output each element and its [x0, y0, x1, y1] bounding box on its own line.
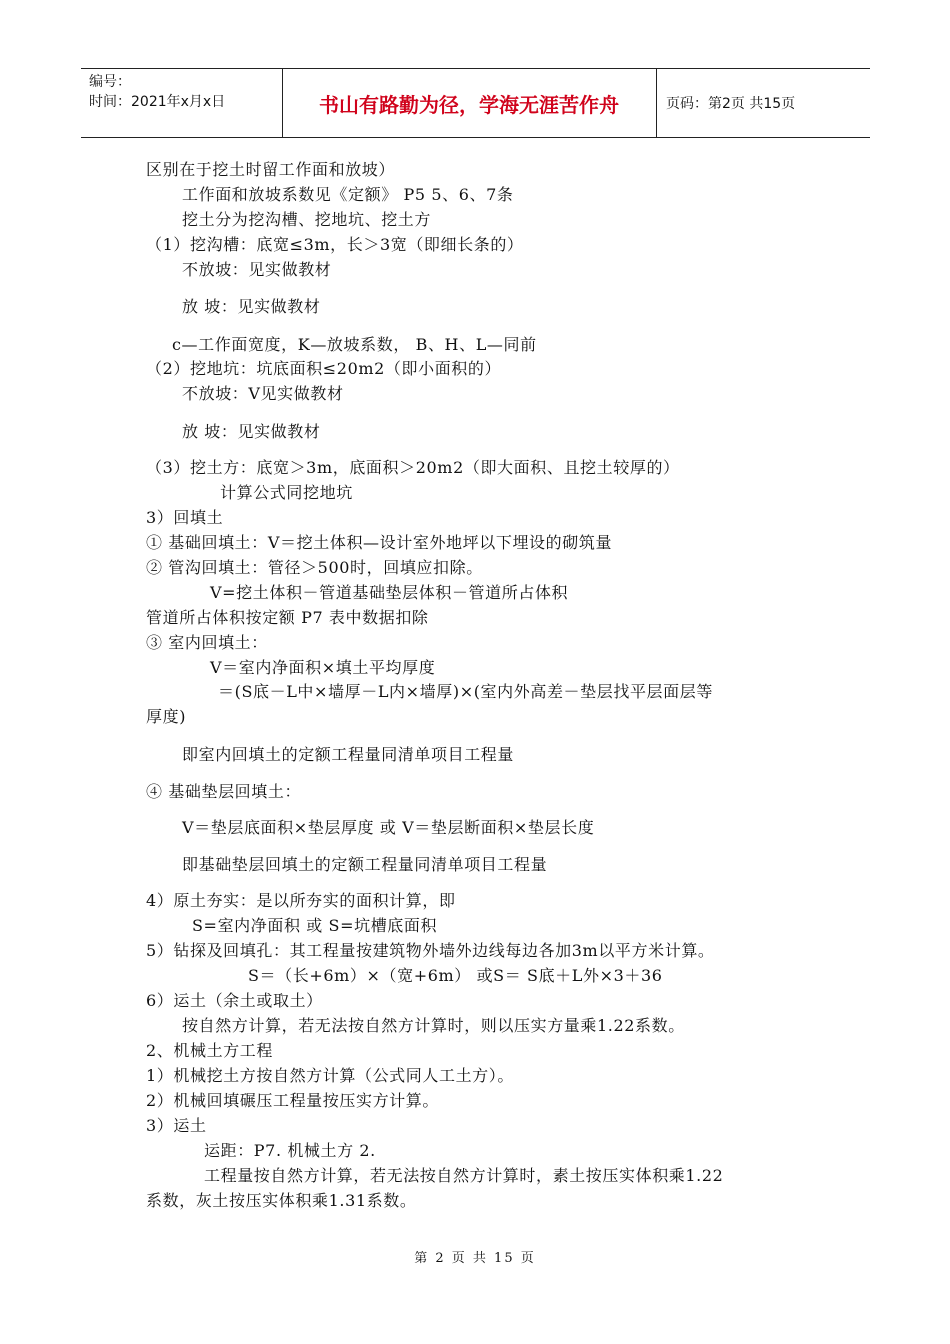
body-line: 6）运土（余土或取土） [146, 991, 323, 1010]
body-line: 放 坡：见实做教材 [182, 422, 321, 441]
body-line: S＝（长+6m）×（宽+6m） 或S＝ S底＋L外×3＋36 [248, 966, 663, 985]
body-line: 运距：P7. 机械土方 2. [204, 1141, 376, 1160]
body-line: （2）挖地坑：坑底面积≤20m2（即小面积的） [146, 359, 502, 378]
body-line: 厚度) [146, 707, 187, 726]
body-line: ② 管沟回填土：管径＞500时，回填应扣除。 [146, 558, 483, 577]
body-line: 挖土分为挖沟槽、挖地坑、挖土方 [182, 210, 432, 229]
body-line: ＝(S底－L中×墙厚－L内×墙厚)×(室内外高差－垫层找平层面层等 [218, 682, 713, 701]
body-line: V＝垫层底面积×垫层厚度 或 V＝垫层断面积×垫层长度 [182, 818, 595, 837]
header-motto: 书山有路勤为径，学海无涯苦作舟 [282, 69, 657, 137]
body-line: 区别在于挖土时留工作面和放坡） [146, 160, 396, 179]
body-line: ④ 基础垫层回填土： [146, 782, 302, 801]
header-meta [81, 69, 283, 137]
body-line: 工作面和放坡系数见《定额》 P5 5、6、7条 [182, 185, 514, 204]
body-line: S=室内净面积 或 S=坑槽底面积 [192, 916, 438, 935]
body-line: 1）机械挖土方按自然方计算（公式同人工土方）。 [146, 1066, 514, 1085]
body-line: 3）运土 [146, 1116, 207, 1135]
body-line: 工程量按自然方计算，若无法按自然方计算时，素土按压实体积乘1.22 [204, 1166, 724, 1185]
body-line: 管道所占体积按定额 P7 表中数据扣除 [146, 608, 429, 627]
page-footer: 第 2 页 共 15 页 [414, 1251, 536, 1266]
body-line: 按自然方计算，若无法按自然方计算时，则以压实方量乘1.22系数。 [182, 1016, 685, 1035]
body-line: 不放坡：V见实做教材 [182, 384, 344, 403]
body-line: 5）钻探及回填孔：其工程量按建筑物外墙外边线每边各加3m以平方米计算。 [146, 941, 715, 960]
body-line: 放 坡：见实做教材 [182, 297, 321, 316]
body-line: ③ 室内回填土： [146, 633, 268, 652]
body-line: 2、机械土方工程 [146, 1041, 273, 1060]
body-line: V＝室内净面积×填土平均厚度 [210, 658, 436, 677]
header-page-info: 页码：第2页 共15页 [666, 96, 796, 112]
body-line: （1）挖沟槽：底宽≤3m，长＞3宽（即细长条的） [146, 235, 524, 254]
body-line: c—工作面宽度，K—放坡系数， B、H、L—同前 [172, 335, 537, 354]
body-line: 即室内回填土的定额工程量同清单项目工程量 [182, 745, 515, 764]
body-line: V=挖土体积－管道基础垫层体积－管道所占体积 [210, 583, 569, 602]
body-line: 4）原土夯实：是以所夯实的面积计算，即 [146, 891, 456, 910]
body-line: 即基础垫层回填土的定额工程量同清单项目工程量 [182, 855, 548, 874]
body-line: 2）机械回填碾压工程量按压实方计算。 [146, 1091, 439, 1110]
body-line: 系数，灰土按压实体积乘1.31系数。 [146, 1191, 417, 1210]
page-header [81, 68, 870, 138]
time-label: 时间：2021年x月x日 [89, 94, 226, 110]
body-line: 3）回填土 [146, 508, 224, 527]
body-line: 不放坡：见实做教材 [182, 260, 332, 279]
body-line: ① 基础回填土：V＝挖土体积—设计室外地坪以下埋设的砌筑量 [146, 533, 613, 552]
body-line: 计算公式同挖地坑 [220, 483, 353, 502]
body-line: （3）挖土方：底宽＞3m，底面积＞20m2（即大面积、且挖土较厚的） [146, 458, 680, 477]
number-label: 编号： [89, 74, 131, 90]
